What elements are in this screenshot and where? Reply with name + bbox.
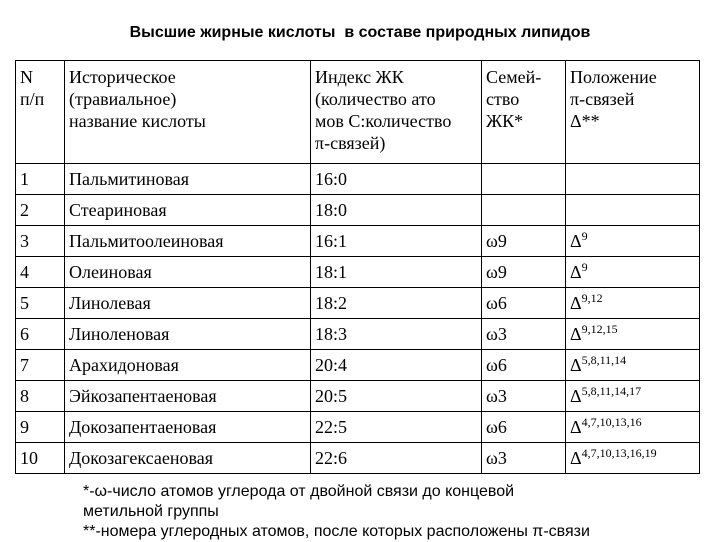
table-row — [16, 226, 700, 257]
footnote-delta: **-номера углеродных атомов, после которых расположены π-связи — [83, 523, 590, 540]
acid-name: Докозапентаеновая — [65, 412, 311, 443]
delta-symbol: Δ — [570, 417, 582, 437]
acid-name: Арахидоновая — [65, 350, 311, 381]
bond-positions — [566, 412, 700, 443]
bond-position-list: 4,7,10,13,16 — [581, 415, 642, 429]
bond-position-list: 5,8,11,14 — [581, 353, 627, 367]
table-row — [16, 195, 700, 226]
bond-positions — [566, 288, 700, 319]
acid-family: ω6 — [482, 350, 566, 381]
acid-family: ω9 — [482, 226, 566, 257]
table-header-row — [16, 61, 700, 164]
bond-position-list: 9 — [581, 229, 588, 243]
row-number: 1 — [16, 164, 65, 195]
row-number: 3 — [16, 226, 65, 257]
acid-index: 22:5 — [311, 412, 482, 443]
row-number: 4 — [16, 257, 65, 288]
table-row — [16, 381, 700, 412]
delta-symbol: Δ — [570, 355, 582, 375]
acid-name: Олеиновая — [65, 257, 311, 288]
table-row — [16, 412, 700, 443]
acid-family: ω3 — [482, 319, 566, 350]
acid-index: 20:5 — [311, 381, 482, 412]
header-index: Индекс ЖК (количество ато мов С:количество π-связей) — [311, 61, 482, 164]
bond-positions — [566, 350, 700, 381]
bond-position-list: 9 — [581, 260, 588, 274]
acid-name: Пальмитиновая — [65, 164, 311, 195]
table-row — [16, 443, 700, 474]
table-row — [16, 319, 700, 350]
delta-symbol: Δ — [570, 448, 582, 468]
acid-index: 18:2 — [311, 288, 482, 319]
header-family: Семей- ство ЖК* — [482, 61, 566, 164]
acid-family — [482, 195, 566, 226]
fatty-acids-table — [15, 60, 700, 474]
footnote-omega-continued: метильной группы — [83, 503, 219, 520]
acid-name: Стеариновая — [65, 195, 311, 226]
row-number: 8 — [16, 381, 65, 412]
bond-positions — [566, 319, 700, 350]
bond-positions — [566, 164, 700, 195]
delta-symbol: Δ — [570, 293, 582, 313]
row-number: 6 — [16, 319, 65, 350]
delta-symbol: Δ — [570, 231, 582, 251]
delta-symbol: Δ — [570, 386, 582, 406]
row-number: 5 — [16, 288, 65, 319]
table-row — [16, 350, 700, 381]
acid-name: Эйкозапентаеновая — [65, 381, 311, 412]
footnotes — [83, 482, 703, 542]
bond-positions — [566, 226, 700, 257]
acid-family: ω3 — [482, 443, 566, 474]
table-row — [16, 257, 700, 288]
row-number: 10 — [16, 443, 65, 474]
acid-family: ω3 — [482, 381, 566, 412]
footnote-omega: *-ω-число атомов углерода от двойной связи до концевой — [83, 483, 515, 500]
bond-position-list: 5,8,11,14,17 — [581, 384, 642, 398]
header-positions: Положение π-связей Δ** — [566, 61, 700, 164]
row-number: 2 — [16, 195, 65, 226]
acid-index: 18:3 — [311, 319, 482, 350]
bond-position-list: 9,12 — [581, 291, 603, 305]
acid-index: 20:4 — [311, 350, 482, 381]
acid-index: 16:0 — [311, 164, 482, 195]
acid-name: Линолевая — [65, 288, 311, 319]
acid-name: Докозагексаеновая — [65, 443, 311, 474]
acid-family: ω6 — [482, 288, 566, 319]
acid-index: 18:0 — [311, 195, 482, 226]
bond-positions — [566, 443, 700, 474]
delta-symbol: Δ — [570, 262, 582, 282]
header-number: N п/п — [16, 61, 65, 164]
acid-name: Пальмитоолеиновая — [65, 226, 311, 257]
acid-index: 22:6 — [311, 443, 482, 474]
bond-position-list: 4,7,10,13,16,19 — [581, 446, 657, 460]
delta-symbol: Δ — [570, 324, 582, 344]
header-name: Историческое (травиальное) название кислоты — [65, 61, 311, 164]
row-number: 9 — [16, 412, 65, 443]
acid-index: 16:1 — [311, 226, 482, 257]
table-row — [16, 164, 700, 195]
acid-family: ω6 — [482, 412, 566, 443]
bond-positions — [566, 381, 700, 412]
bond-position-list: 9,12,15 — [581, 322, 618, 336]
acid-family: ω9 — [482, 257, 566, 288]
acid-index: 18:1 — [311, 257, 482, 288]
bond-positions — [566, 257, 700, 288]
acid-name: Линоленовая — [65, 319, 311, 350]
bond-positions — [566, 195, 700, 226]
row-number: 7 — [16, 350, 65, 381]
table-row — [16, 288, 700, 319]
page-title: Высшие жирные кислоты в составе природных липидов — [129, 24, 591, 41]
acid-family — [482, 164, 566, 195]
